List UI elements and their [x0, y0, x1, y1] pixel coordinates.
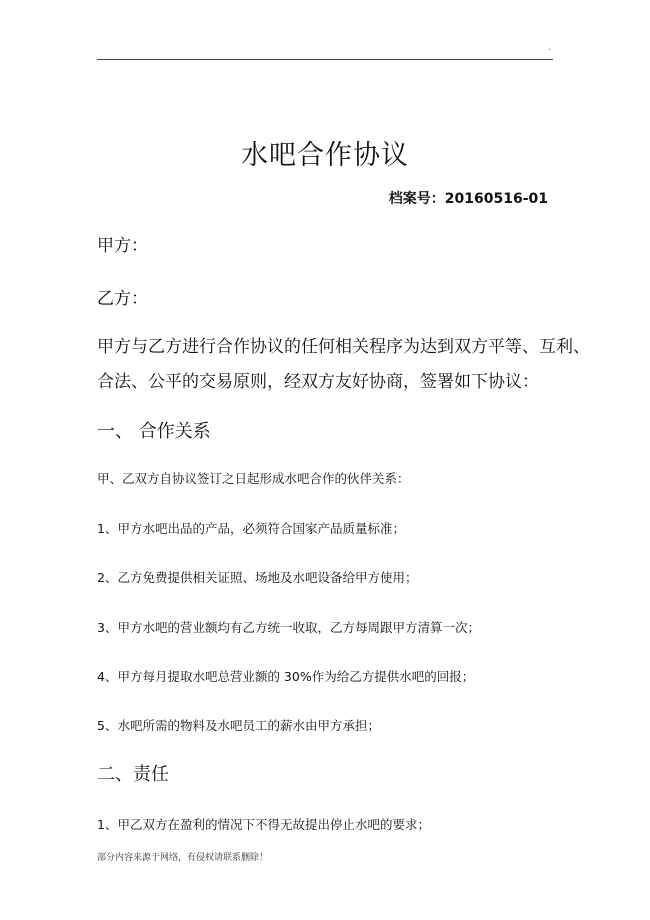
list-item: 5、水吧所需的物料及水吧员工的薪水由甲方承担；: [97, 718, 380, 733]
footer-disclaimer: 部分内容来源于网络，有侵权请联系删除！: [97, 853, 269, 863]
section-1-lead: 甲、乙双方自协议签订之日起形成水吧合作的伙伴关系：: [97, 471, 410, 486]
party-b-label: 乙方：: [97, 289, 148, 309]
list-item: 3、甲方水吧的营业额均有乙方统一收取，乙方每周跟甲方清算一次；: [97, 620, 480, 635]
intro-paragraph-line-1: 甲方与乙方进行合作协议的任何相关程序为达到双方平等、互利、: [97, 337, 590, 357]
archive-number: 档案号：20160516-01: [388, 191, 548, 207]
section-2-heading: 二、责任: [97, 764, 169, 785]
header-rule: [97, 59, 553, 60]
section-1-heading: 一、 合作关系: [97, 421, 211, 442]
header-corner-mark: .: [548, 43, 551, 53]
party-a-label: 甲方：: [97, 236, 148, 256]
list-item: 1、甲乙双方在盈利的情况下不得无故提出停止水吧的要求；: [97, 817, 430, 832]
document-title: 水吧合作协议: [241, 140, 409, 171]
list-item: 1、甲方水吧出品的产品，必须符合国家产品质量标准；: [97, 521, 405, 536]
intro-paragraph-line-2: 合法、公平的交易原则，经双方友好协商，签署如下协议：: [97, 372, 539, 392]
list-item: 2、乙方免费提供相关证照、场地及水吧设备给甲方使用；: [97, 570, 418, 585]
list-item: 4、甲方每月提取水吧总营业额的 30%作为给乙方提供水吧的回报；: [97, 669, 475, 684]
